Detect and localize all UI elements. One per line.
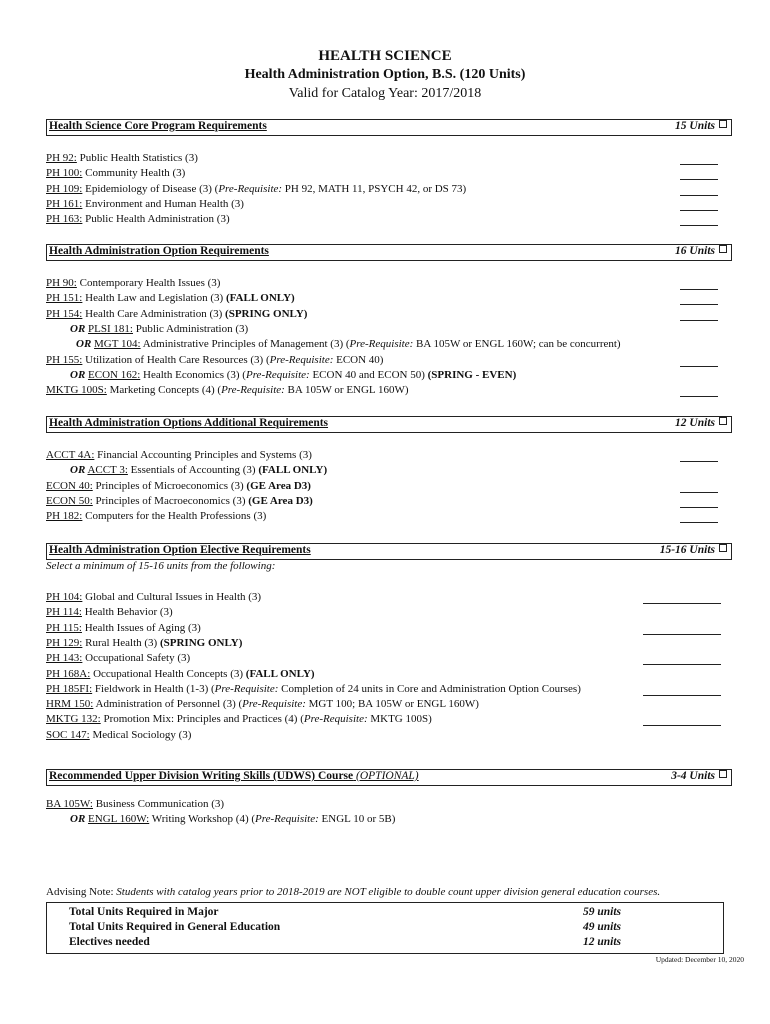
updated-date: Updated: December 10, 2020 — [655, 955, 744, 964]
additional-section-header — [46, 416, 732, 433]
section-units: 12 Units — [675, 417, 727, 429]
course-line — [46, 713, 432, 725]
course-line — [46, 729, 191, 741]
grade-blank-line[interactable] — [680, 225, 718, 226]
prerequisite-text: Completion of 24 units in Core and Administration Option Courses) — [278, 682, 581, 695]
course-code: ECON 50: — [46, 494, 93, 507]
total-ge-value: 49 units — [583, 921, 622, 933]
grade-blank-line[interactable] — [680, 366, 718, 367]
course-code: PH 168A: — [46, 667, 91, 680]
or-label: OR — [70, 322, 86, 335]
prerequisite-text: ECON 40 and ECON 50) — [309, 368, 428, 381]
term-note: (SPRING ONLY) — [225, 307, 308, 320]
grade-blank-line[interactable] — [643, 634, 721, 635]
or-label: OR — [70, 464, 86, 477]
course-line — [46, 198, 244, 210]
course-code: MKTG 100S: — [46, 384, 107, 397]
course-line — [70, 323, 248, 335]
elective-section-header — [46, 543, 732, 560]
course-title: Administration of Personnel (3) ( — [93, 698, 243, 711]
term-note: (FALL ONLY) — [245, 667, 315, 680]
course-code: PH 100: — [46, 167, 83, 180]
course-code: PLSI 181: — [88, 322, 133, 335]
section-title: Recommended Upper Division Writing Skills (UDWS) Course (OPTIONAL) — [49, 770, 419, 782]
course-line — [46, 354, 383, 366]
or-label: OR — [70, 813, 86, 826]
checkbox-icon[interactable] — [719, 120, 727, 128]
prerequisite-text: ENGL 10 or 5B) — [318, 813, 396, 826]
course-title: Promotion Mix: Principles and Practices (4) ( — [100, 713, 304, 726]
option-section-header — [46, 244, 732, 261]
optional-label: (OPTIONAL) — [356, 770, 419, 782]
grade-blank-line[interactable] — [680, 461, 718, 462]
course-line — [46, 698, 479, 710]
section-units: 15 Units — [675, 120, 727, 132]
prerequisite-text: BA 105W or ENGL 160W) — [284, 384, 409, 397]
course-code: BA 105W: — [46, 798, 93, 810]
course-title: Essentials of Accounting (3) — [127, 464, 259, 477]
or-label: OR — [70, 368, 86, 381]
course-code: PH 92: — [46, 152, 77, 164]
section-units: 15-16 Units — [660, 544, 727, 556]
course-line — [46, 167, 185, 179]
course-title: Writing Workshop (4) ( — [149, 813, 256, 826]
course-title: Health Law and Legislation (3) — [82, 292, 226, 305]
course-line — [46, 480, 311, 492]
prerequisite-text: BA 105W or ENGL 160W; can be concurrent) — [413, 338, 621, 351]
course-title: Health Economics (3) ( — [140, 368, 246, 381]
course-title: Epidemiology of Disease (3) ( — [82, 182, 219, 195]
grade-blank-line[interactable] — [680, 164, 718, 165]
program-subtitle: Health Administration Option, B.S. (120 Units) — [244, 67, 526, 82]
total-ge-label: Total Units Required in General Education — [69, 921, 281, 933]
course-line — [46, 495, 313, 507]
course-code: ENGL 160W: — [88, 813, 150, 826]
course-title: Occupational Safety (3) — [82, 652, 191, 665]
section-title: Health Administration Option Requirements — [49, 245, 269, 257]
course-code: PH 143: — [46, 652, 83, 665]
course-title: Administrative Principles of Management (3) ( — [140, 338, 350, 351]
prerequisite-label: Pre-Requisite: — [218, 182, 283, 195]
total-major-label: Total Units Required in Major — [69, 906, 219, 918]
course-title: Health Care Administration (3) — [82, 307, 226, 320]
course-line — [46, 449, 312, 461]
term-note: (SPRING - EVEN) — [427, 368, 517, 381]
grade-blank-line[interactable] — [680, 195, 718, 196]
checkbox-icon[interactable] — [719, 544, 727, 552]
grade-blank-line[interactable] — [680, 320, 718, 321]
course-line — [70, 369, 516, 381]
course-code: PH 129: — [46, 636, 83, 649]
grade-blank-line[interactable] — [680, 492, 718, 493]
prerequisite-label: Pre-Requisite: — [242, 698, 306, 711]
term-note: (GE Area D3) — [248, 494, 313, 507]
course-code: SOC 147: — [46, 728, 90, 741]
course-code: PH 90: — [46, 277, 77, 289]
prerequisite-label: Pre-Requisite: — [303, 713, 368, 726]
course-line — [46, 277, 220, 289]
course-code: PH 185FI: — [46, 682, 93, 695]
course-line — [46, 622, 201, 634]
prerequisite-label: Pre-Requisite: — [255, 813, 319, 826]
checkbox-icon[interactable] — [719, 245, 727, 253]
section-title: Health Science Core Program Requirements — [49, 120, 267, 132]
course-line — [46, 510, 266, 522]
course-code: PH 163: — [46, 213, 83, 226]
course-title: Health Behavior (3) — [81, 606, 173, 619]
course-code: PH 154: — [46, 307, 83, 320]
grade-blank-line[interactable] — [643, 725, 721, 726]
course-title: Computers for the Health Professions (3) — [82, 510, 267, 523]
grade-blank-line[interactable] — [680, 304, 718, 305]
course-line — [46, 798, 224, 810]
grade-blank-line[interactable] — [643, 695, 721, 696]
course-title: Medical Sociology (3) — [89, 728, 192, 741]
course-line — [46, 183, 466, 195]
course-line — [46, 213, 230, 225]
prerequisite-text: MKTG 100S) — [367, 713, 432, 726]
course-line — [76, 338, 621, 350]
course-code: PH 182: — [46, 510, 83, 523]
course-title: Health Issues of Aging (3) — [81, 621, 201, 634]
course-title: Fieldwork in Health (1-3) ( — [92, 682, 215, 695]
core-section-header — [46, 119, 732, 136]
prerequisite-label: Pre-Requisite: — [269, 353, 334, 366]
grade-blank-line[interactable] — [680, 522, 718, 523]
course-title: Utilization of Health Care Resources (3) ( — [82, 353, 270, 366]
course-title: Principles of Microeconomics (3) — [92, 479, 247, 492]
course-code: ACCT 3: — [87, 464, 128, 477]
course-line — [46, 668, 315, 680]
course-code: MKTG 132: — [46, 713, 101, 726]
grade-blank-line[interactable] — [680, 507, 718, 508]
course-code: ACCT 4A: — [46, 449, 95, 461]
electives-label: Electives needed — [69, 936, 150, 948]
prerequisite-text: PH 92, MATH 11, PSYCH 42, or DS 73) — [282, 182, 467, 195]
course-title: Public Health Administration (3) — [82, 213, 230, 226]
course-line — [70, 464, 327, 476]
course-title: Contemporary Health Issues (3) — [76, 277, 221, 289]
term-note: (FALL ONLY) — [225, 292, 295, 305]
course-code: HRM 150: — [46, 698, 94, 711]
catalog-year: Valid for Catalog Year: 2017/2018 — [288, 86, 482, 101]
prerequisite-label: Pre-Requisite: — [214, 682, 279, 695]
course-line — [46, 384, 409, 396]
course-title: Public Health Statistics (3) — [76, 152, 198, 164]
section-units: 3-4 Units — [671, 770, 727, 782]
course-title: Marketing Concepts (4) ( — [106, 384, 222, 397]
grade-blank-line[interactable] — [680, 289, 718, 290]
course-line — [46, 308, 307, 320]
section-title: Health Administration Option Elective Requirements — [49, 544, 311, 556]
elective-note: Select a minimum of 15-16 units from the following: — [46, 560, 276, 572]
grade-blank-line[interactable] — [643, 664, 721, 665]
course-title: Community Health (3) — [82, 167, 186, 180]
term-note: (SPRING ONLY) — [159, 636, 243, 649]
term-note: (GE Area D3) — [246, 479, 311, 492]
course-code: MGT 104: — [94, 338, 141, 351]
total-major-value: 59 units — [583, 906, 622, 918]
checkbox-icon[interactable] — [719, 417, 727, 425]
prerequisite-label: Pre-Requisite: — [221, 384, 285, 397]
totals-box — [46, 902, 724, 954]
grade-blank-line[interactable] — [680, 210, 718, 211]
advising-note: Advising Note: Students with catalog years prior to 2018-2019 are NOT eligible to double count upper division general education courses. — [46, 886, 661, 898]
course-line — [46, 637, 242, 649]
course-line — [46, 683, 581, 695]
course-code: PH 114: — [46, 606, 82, 619]
course-code: PH 155: — [46, 353, 83, 366]
grade-blank-line[interactable] — [680, 179, 718, 180]
section-units: 16 Units — [675, 245, 727, 257]
page-title: HEALTH SCIENCE — [318, 48, 452, 64]
course-title: Rural Health (3) — [82, 636, 160, 649]
course-line — [46, 652, 190, 664]
prerequisite-label: Pre-Requisite: — [349, 338, 414, 351]
course-line — [46, 606, 173, 618]
section-title: Health Administration Options Additional Requirements — [49, 417, 329, 429]
course-title: Environment and Human Health (3) — [82, 197, 244, 210]
course-code: PH 115: — [46, 621, 82, 634]
grade-blank-line[interactable] — [643, 603, 721, 604]
prerequisite-label: Pre-Requisite: — [245, 368, 310, 381]
prerequisite-text: MGT 100; BA 105W or ENGL 160W) — [305, 698, 479, 711]
course-title: Public Administration (3) — [132, 322, 249, 335]
course-title: Occupational Health Concepts (3) — [90, 667, 246, 680]
course-line — [46, 292, 295, 304]
course-code: PH 161: — [46, 197, 83, 210]
course-line — [46, 152, 198, 164]
course-code: PH 151: — [46, 292, 83, 305]
course-code: PH 104: — [46, 591, 83, 603]
course-line — [70, 813, 395, 825]
course-title: Financial Accounting Principles and Systems (3) — [94, 449, 312, 461]
course-title: Principles of Macroeconomics (3) — [92, 494, 249, 507]
prerequisite-text: ECON 40) — [333, 353, 384, 366]
udws-section-header — [46, 769, 732, 786]
course-title: Business Communication (3) — [92, 798, 225, 810]
or-label: OR — [76, 338, 92, 351]
term-note: (FALL ONLY) — [258, 464, 328, 477]
course-line — [46, 591, 261, 603]
electives-value: 12 units — [583, 936, 622, 948]
course-code: ECON 40: — [46, 479, 93, 492]
course-title: Global and Cultural Issues in Health (3) — [82, 591, 262, 603]
checkbox-icon[interactable] — [719, 770, 727, 778]
course-code: ECON 162: — [88, 368, 141, 381]
course-code: PH 109: — [46, 182, 83, 195]
grade-blank-line[interactable] — [680, 396, 718, 397]
